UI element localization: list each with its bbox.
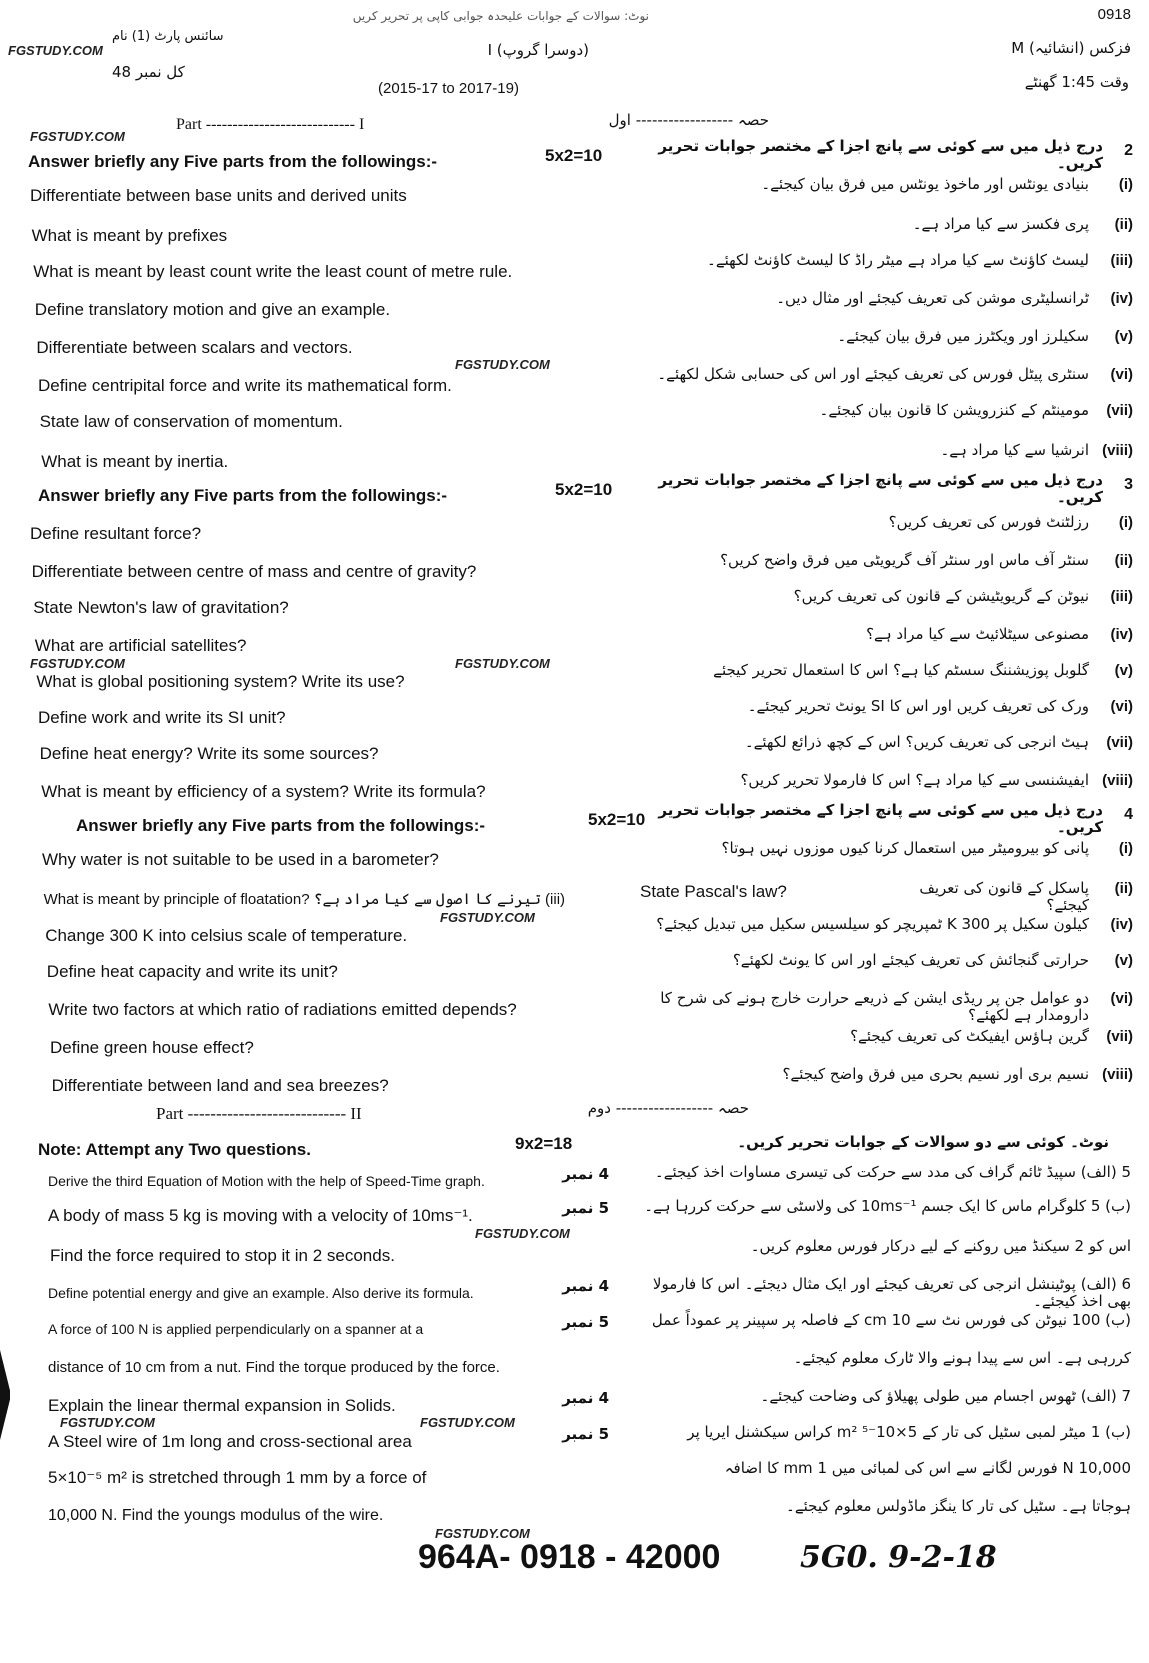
question-item-urdu: انرشیا سے کیا مراد ہے۔: [940, 441, 1089, 459]
part2-note-urdu: نوٹ۔ کوئی سے دو سوالات کے جوابات تحریر کریں۔: [737, 1133, 1109, 1151]
question-item-text: Define work and write its SI unit?: [38, 708, 286, 727]
question-item-number: (v): [1114, 328, 1133, 345]
part2-question-marks: 5 نمبر: [562, 1425, 609, 1443]
top-instruction-urdu: نوٹ: سوالات کے جوابات علیحدہ جوابی کاپی پر تحریر کریں: [352, 9, 649, 23]
watermark: FGSTUDY.COM: [475, 1226, 570, 1241]
part2-question-text: 10,000 N. Find the youngs modulus of the wire.: [48, 1507, 384, 1524]
question-item-urdu: نسیم بری اور نسیم بحری میں فرق واضح کیجئے؟: [782, 1065, 1089, 1083]
question-item-urdu: گرین ہاؤس ایفیکٹ کی تعریف کیجئے؟: [850, 1027, 1089, 1045]
part1-label-urdu: حصہ ------------------ اول: [608, 111, 769, 129]
question-item-urdu: ورک کی تعریف کریں اور اس کا SI یونٹ تحریر کیجئے۔: [747, 697, 1089, 715]
question-item-number: (iii): [1110, 252, 1133, 269]
question-item-number: (vi): [1110, 366, 1133, 383]
question-item-number: (iii): [1110, 588, 1133, 605]
question-item-text: What are artificial satellites?: [34, 636, 247, 655]
question-item-urdu: رزلٹنٹ فورس کی تعریف کریں؟: [888, 513, 1089, 531]
question-item-urdu: سکیلرز اور ویکٹرز میں فرق بیان کیجئے۔: [837, 327, 1089, 345]
question-number: 3: [1124, 476, 1133, 493]
question-item-text: Define translatory motion and give an example.: [34, 300, 391, 319]
part2-question-urdu: 6 (الف) پوٹینشل انرجی کی تعریف کیجئے اور ایک مثال دیجئے۔ اس کا فارمولا بھی اخذ کیجئے۔: [652, 1275, 1131, 1310]
question-item-text: Differentiate between scalars and vectors.: [36, 338, 353, 357]
part2-question-urdu: اس کو 2 سیکنڈ میں روکنے کے لیے درکار فورس معلوم کریں۔: [750, 1237, 1131, 1255]
question-heading: Answer briefly any Five parts from the followings:-: [28, 152, 438, 171]
question-item-number: (iv): [1110, 916, 1133, 933]
watermark: FGSTUDY.COM: [30, 129, 125, 144]
part2-question-marks: 4 نمبر: [562, 1165, 609, 1183]
question-item-urdu: مومینٹم کے کنزرویشن کا قانون بیان کیجئے۔: [819, 401, 1089, 419]
part1-label: Part ---------------------------- I: [176, 116, 365, 133]
part2-question-marks: 5 نمبر: [562, 1199, 609, 1217]
handwritten-date: 5G0. 9-2-18: [800, 1540, 997, 1575]
question-marks: 5x2=10: [545, 146, 603, 165]
question-item-number: (viii): [1102, 772, 1133, 789]
part2-question-text: 5×10⁻⁵ m² is stretched through 1 mm by a force of: [48, 1468, 427, 1487]
question-item-number: (i): [1118, 840, 1133, 857]
part2-question-text: Derive the third Equation of Motion with the help of Speed-Time graph.: [48, 1173, 485, 1189]
question-item-number: (vi): [1110, 990, 1133, 1007]
question-item-number: (ii): [1114, 880, 1133, 897]
question-item-text-alt: State Pascal's law?: [640, 882, 787, 901]
question-item-number: (i): [1118, 176, 1133, 193]
group-label: (دوسرا گروپ) I: [487, 41, 589, 59]
part2-question-text: distance of 10 cm from a nut. Find the torque produced by the force.: [48, 1359, 500, 1376]
question-item-number: (vii): [1106, 1028, 1133, 1045]
question-item-urdu: ہیٹ انرجی کی تعریف کریں؟ اس کے کچھ ذرائع لکھئے۔: [744, 733, 1089, 751]
question-number: 4: [1124, 806, 1133, 823]
watermark: FGSTUDY.COM: [440, 910, 535, 925]
question-item-text: What is meant by principle of floatation? تیرنے کا اصول سے کیا مراد ہے؟ (iii): [43, 891, 566, 908]
watermark: FGSTUDY.COM: [435, 1526, 530, 1541]
question-item-text: What is meant by efficiency of a system? Write its formula?: [41, 782, 486, 801]
total-marks: کل نمبر 48: [112, 63, 185, 81]
part2-question-marks: 4 نمبر: [562, 1277, 609, 1295]
question-marks: 5x2=10: [555, 480, 613, 499]
paper-footer-code: 964A- 0918 - 42000: [418, 1538, 721, 1576]
question-heading-urdu: درج ذیل میں سے کوئی سے پانچ اجزا کے مختصر جوابات تحریر کریں۔: [658, 801, 1103, 836]
part2-question-urdu: ہوجاتا ہے۔ سٹیل کی تار کا ینگز ماڈولس معلوم کیجئے۔: [786, 1497, 1131, 1515]
question-item-text: Differentiate between land and sea breezes?: [51, 1076, 389, 1095]
part2-marks: 9x2=18: [515, 1134, 573, 1153]
question-item-number: (v): [1114, 662, 1133, 679]
question-item-number: (vii): [1106, 402, 1133, 419]
question-item-urdu: نیوٹن کے گریویٹیشن کے قانون کی تعریف کریں؟: [793, 587, 1089, 605]
question-item-urdu: سنٹری پیٹل فورس کی تعریف کیجئے اور اس کی حسابی شکل لکھئے۔: [657, 365, 1089, 383]
part2-label: Part ---------------------------- II: [156, 1104, 362, 1123]
subject-part-urdu: سائنس پارٹ (1) نام: [112, 29, 224, 44]
part2-question-urdu: (ب) 5 کلوگرام ماس کا ایک جسم 10ms⁻¹ کی ولاسٹی سے حرکت کررہا ہے۔: [644, 1197, 1131, 1215]
question-item-number: (ii): [1114, 552, 1133, 569]
question-item-text: Change 300 K into celsius scale of temperature.: [45, 926, 408, 945]
question-item-number: (viii): [1102, 442, 1133, 459]
question-heading: Answer briefly any Five parts from the followings:-: [76, 816, 486, 835]
part2-question-urdu: (ب) 1 میٹر لمبی سٹیل کی تار کے 5×10⁻⁵ m² کراس سیکشنل ایریا پر: [687, 1423, 1131, 1441]
watermark: FGSTUDY.COM: [420, 1415, 515, 1430]
question-item-text: What is global positioning system? Write its use?: [36, 672, 405, 691]
part2-question-urdu: 7 (الف) ٹھوس اجسام میں طولی پھیلاؤ کی وضاحت کیجئے۔: [760, 1387, 1131, 1405]
part2-question-text: Define potential energy and give an example. Also derive its formula.: [48, 1285, 474, 1301]
question-item-urdu: پری فکسز سے کیا مراد ہے۔: [912, 215, 1089, 233]
question-item-text: Define resultant force?: [30, 524, 202, 543]
question-item-number: (v): [1114, 952, 1133, 969]
part2-question-text: Find the force required to stop it in 2 seconds.: [50, 1246, 395, 1265]
question-item-number: (iv): [1110, 626, 1133, 643]
part2-question-text: A force of 100 N is applied perpendicularly on a spanner at a: [48, 1321, 424, 1337]
question-item-urdu: دو عوامل جن پر ریڈی ایشن کے ذریعے حرارت خارج ہونے کی شرح کا دارومدار ہے لکھئے؟: [660, 989, 1089, 1024]
question-item-urdu: حرارتی گنجائش کی تعریف کیجئے اور اس کا یونٹ لکھئے؟: [732, 951, 1089, 969]
question-item-text: Differentiate between centre of mass and centre of gravity?: [31, 562, 477, 581]
paper-code: 0918: [1097, 6, 1131, 23]
question-item-number: (ii): [1114, 216, 1133, 233]
part2-question-urdu: 5 (الف) سپیڈ ٹائم گراف کی مدد سے حرکت کی تیسری مساوات اخذ کیجئے۔: [654, 1163, 1131, 1181]
part2-question-urdu: 10,000 N فورس لگانے سے اس کی لمبائی میں 1 mm کا اضافہ: [724, 1459, 1131, 1477]
question-heading-urdu: درج ذیل میں سے کوئی سے پانچ اجزا کے مختصر جوابات تحریر کریں۔: [658, 471, 1103, 506]
question-item-text: State law of conservation of momentum.: [39, 412, 343, 431]
subject-title: فزکس (انشائیہ) M: [1011, 39, 1131, 57]
watermark: FGSTUDY.COM: [455, 656, 550, 671]
question-item-urdu: ایفیشنسی سے کیا مراد ہے؟ اس کا فارمولا تحریر کریں؟: [740, 771, 1089, 789]
part2-note: Note: Attempt any Two questions.: [38, 1140, 311, 1159]
question-item-urdu: ٹرانسلیٹری موشن کی تعریف کیجئے اور مثال دیں۔: [776, 289, 1089, 307]
question-item-number: (vii): [1106, 734, 1133, 751]
question-item-number: (iv): [1110, 290, 1133, 307]
question-number: 2: [1124, 142, 1133, 159]
part2-question-text: A Steel wire of 1m long and cross-sectional area: [48, 1432, 412, 1451]
watermark: FGSTUDY.COM: [8, 43, 103, 58]
question-item-text: State Newton's law of gravitation?: [33, 598, 289, 617]
part2-label-urdu: حصہ ------------------ دوم: [587, 1099, 749, 1117]
part2-question-urdu: (ب) 100 نیوٹن کی فورس نٹ سے 10 cm کے فاصلہ پر سپینر پر عموداً عمل: [651, 1311, 1131, 1329]
question-heading-urdu: درج ذیل میں سے کوئی سے پانچ اجزا کے مختصر جوابات تحریر کریں۔: [658, 137, 1103, 172]
question-item-text: Write two factors at which ratio of radiations emitted depends?: [48, 1000, 517, 1019]
session: (2015-17 to 2017-19): [378, 80, 519, 97]
question-item-urdu: سنٹر آف ماس اور سنٹر آف گریویٹی میں فرق واضح کریں؟: [720, 551, 1089, 569]
part2-question-marks: 5 نمبر: [562, 1313, 609, 1331]
part2-question-marks: 4 نمبر: [562, 1389, 609, 1407]
question-item-number: (vi): [1110, 698, 1133, 715]
watermark: FGSTUDY.COM: [455, 357, 550, 372]
question-item-urdu: گلوبل پوزیشننگ سسٹم کیا ہے؟ اس کا استعمال تحریر کیجئے: [713, 661, 1089, 679]
question-item-text: Define green house effect?: [50, 1038, 254, 1057]
part2-question-urdu: کررہی ہے۔ اس سے پیدا ہونے والا ٹارک معلوم کیجئے۔: [793, 1349, 1131, 1367]
time-allowed: وقت 1:45 گھنٹے: [1024, 73, 1129, 91]
question-item-text: What is meant by least count write the least count of metre rule.: [33, 262, 513, 281]
part2-question-text: A body of mass 5 kg is moving with a velocity of 10ms⁻¹.: [48, 1206, 473, 1225]
question-item-urdu: بنیادی یونٹس اور ماخوذ یونٹس میں فرق بیان کیجئے۔: [761, 175, 1089, 193]
question-item-urdu: پانی کو بیرومیٹر میں استعمال کرنا کیوں موزوں نہیں ہوتا؟: [721, 839, 1089, 857]
watermark: FGSTUDY.COM: [60, 1415, 155, 1430]
question-item-text: Why water is not suitable to be used in a barometer?: [42, 850, 439, 869]
question-item-text: What is meant by inertia.: [41, 452, 229, 471]
scan-edge-mark: [0, 1350, 10, 1440]
question-item-number: (i): [1118, 514, 1133, 531]
question-item-text: What is meant by prefixes: [31, 226, 228, 245]
question-item-text: Define heat energy? Write its some sources?: [39, 744, 379, 763]
question-heading: Answer briefly any Five parts from the followings:-: [38, 486, 448, 505]
question-item-number: (viii): [1102, 1066, 1133, 1083]
question-item-text: Define heat capacity and write its unit?: [46, 962, 338, 981]
question-marks: 5x2=10: [588, 810, 646, 829]
question-item-urdu: کیلون سکیل پر 300 K ٹمپریچر کو سیلسیس سکیل میں تبدیل کیجئے؟: [656, 915, 1089, 933]
part2-question-text: Explain the linear thermal expansion in Solids.: [48, 1396, 396, 1415]
watermark: FGSTUDY.COM: [30, 656, 125, 671]
question-item-text: Differentiate between base units and derived units: [30, 186, 407, 205]
question-item-text: Define centripital force and write its mathematical form.: [38, 376, 452, 395]
question-item-urdu: مصنوعی سیٹلائیٹ سے کیا مراد ہے؟: [866, 625, 1089, 643]
question-item-urdu: لیسٹ کاؤنٹ سے کیا مراد ہے میٹر راڈ کا لیسٹ کاؤنٹ لکھئے۔: [707, 251, 1089, 269]
question-item-urdu: پاسکل کے قانون کی تعریف کیجئے؟: [919, 879, 1089, 914]
